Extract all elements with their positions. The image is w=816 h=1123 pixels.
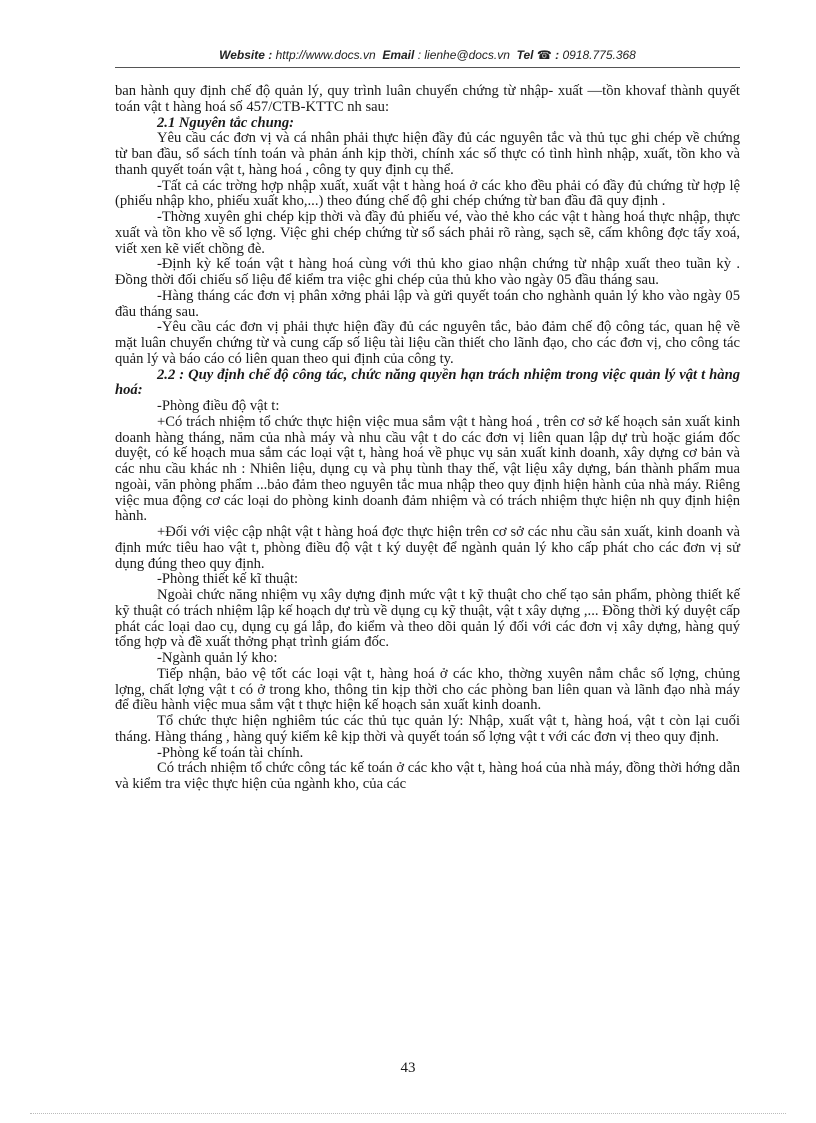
- page-number: 43: [400, 1060, 416, 1076]
- subheading-warehouse: -Ngành quản lý kho:: [157, 650, 278, 666]
- header-rule: [115, 67, 740, 68]
- footer-rule: [30, 1113, 786, 1114]
- subheading-accounting-dept: -Phòng kế toán tài chính.: [157, 744, 304, 761]
- section-heading-2-2: 2.2 : Quy định chế độ công tác, chức năng quyền hạn trách nhiệm trong việc quản lý vật t hàng hoá:: [115, 366, 740, 399]
- paragraph-dispatch-updating: +Đối với việc cập nhật vật t hàng hoá đợc thực hiện trên cơ sở các nhu cầu sản xuất, kinh doanh và định mức tiêu hao vật t, phòng điều độ vật t ký duyệt để ngành quản lý kho cấp phát cho các đơn vị sử dụng đúng theo quy định.: [115, 524, 740, 572]
- paragraph-rule-periodic: -Định kỳ kế toán vật t hàng hoá cùng với thủ kho giao nhận chứng từ nhập xuất theo tuần kỳ . Đồng thời đối chiếu số liệu để kiểm tra việc ghi chép của thủ kho vào ngày 05 đầu tháng sau.: [115, 256, 740, 288]
- tel-value: 0918.775.368: [562, 48, 636, 62]
- paragraph-rule-recording: -Thờng xuyên ghi chép kịp thời và đầy đủ phiếu vé, vào thẻ kho các vật t hàng hoá thực nhập, thực xuất và tồn kho về số lợng. Việc ghi chép chứng từ sổ sách phải rõ ràng, sạch sẽ, cấm không đợc tẩy xoá, viết xen kẽ viết chồng đè.: [115, 209, 740, 257]
- paragraph-intro-continued: ban hành quy định chế độ quản lý, quy trình luân chuyển chứng từ nhập- xuất —tồn khovaf thành quyết toán vật t hàng hoá số 457/CTB-KTTC nh sau:: [115, 83, 740, 115]
- subheading-design-dept: -Phòng thiết kế kĩ thuật:: [157, 571, 299, 588]
- page-header: [115, 40, 740, 70]
- paragraph-dispatch-purchasing: +Có trách nhiệm tổ chức thực hiện việc mua sắm vật t hàng hoá , trên cơ sở kế hoạch sản xuất kinh doanh hàng tháng, năm của nhà máy và nhu cầu vật t do các đơn vị liên quan lập dự trù hoặc giám đốc duyệt, có kế hoạch mua sắm các loại vật t, hàng hoá về phục vụ sản xuất kinh doanh, xây dựng cơ bản và các nhu cầu khác nh : Nhiên liệu, dụng cụ và phụ tùnh thay thế, vật liệu xây dựng, bán thành phẩm mua ngoài, văn phòng phẩm ...bảo đảm theo nguyên tắc mua nhập theo quy định hiện hành của nhà máy. Riêng việc mua động cơ các loại do phòng kinh doanh đảm nhiệm và có trách nhiệm thực hiện nh quy định hiện hành.: [115, 413, 740, 525]
- section-heading-2-1: 2.1 Nguyên tắc chung:: [157, 114, 295, 131]
- paragraph-warehouse-receiving: Tiếp nhận, bảo vệ tốt các loại vật t, hàng hoá ở các kho, thờng xuyên nắm chắc số lợng, chủng lợng, chất lợng vật t có ở trong kho, thông tin kịp thời cho các phòng ban liên quan và lãnh đạo nhà máy để điều hành việc mua sắm vật t thực hiện kế hoạch sản xuất kinh doanh.: [115, 665, 740, 714]
- website-value[interactable]: http://www.docs.vn: [275, 48, 376, 62]
- email-value[interactable]: : lienhe@docs.vn: [417, 48, 510, 62]
- email-label: Email: [382, 48, 415, 62]
- tel-label: Tel ☎ :: [516, 48, 560, 62]
- paragraph-rule-documents: -Tất cả các trờng hợp nhập xuất, xuất vật t hàng hoá ở các kho đều phải có đầy đủ chứng từ hợp lệ (phiếu nhập kho, phiếu xuất kho,...) theo đúng chế độ ghi chép chứng từ ban đầu đã quy định .: [115, 177, 740, 210]
- paragraph-accounting-duties: Có trách nhiệm tổ chức công tác kế toán ở các kho vật t, hàng hoá của nhà máy, đồng thời hớng dẫn và kiểm tra việc thực hiện của ngành kho, của các: [115, 760, 740, 792]
- paragraph-design-duties: Ngoài chức năng nhiệm vụ xây dựng định mức vật t kỹ thuật cho chế tạo sản phẩm, phòng thiết kế kỹ thuật có trách nhiệm lập kế hoạch dự trù về dụng cụ kỹ thuật, vật t xây dựng ,... Đồng thời ký duyệt cấp phát các loại dao cụ, dụng cụ gá lắp, đo kiểm và theo dõi quản lý đối với các đơn vị xây dựng, hàng quý tổng hợp và đề xuất thởng phạt trình giám đốc.: [115, 587, 740, 651]
- document-body: [115, 84, 740, 793]
- paragraph-general-requirements: Yêu cầu các đơn vị và cá nhân phải thực hiện đầy đủ các nguyên tắc và thủ tục ghi chép về chứng từ ban đầu, sổ sách tính toán và phản ánh kịp thời, chính xác số thực có tình hình nhập, xuất, tồn kho và thanh quyết toán vật t, hàng hoá , công ty quy định cụ thể.: [115, 130, 740, 178]
- paragraph-warehouse-procedures: Tổ chức thực hiện nghiêm túc các thủ tục quản lý: Nhập, xuất vật t, hàng hoá, vật t còn lại cuối tháng. Hàng tháng , hàng quý kiểm kê kịp thời và quyết toán số lợng vật t với các đơn vị theo quy định.: [115, 713, 740, 745]
- subheading-dispatch-dept: -Phòng điều độ vật t:: [157, 398, 280, 414]
- paragraph-rule-units: -Yêu cầu các đơn vị phải thực hiện đầy đủ các nguyên tắc, bảo đảm chế độ công tác, quan hệ về mặt luân chuyển chứng từ và cung cấp số liệu tài liệu cần thiết cho lãnh đạo, cho các đơn vị, cho công tác quản lý và báo cáo có liên quan theo qui định của công ty.: [115, 319, 740, 367]
- website-label: Website :: [219, 48, 273, 62]
- paragraph-rule-monthly: -Hàng tháng các đơn vị phân xởng phải lập và gửi quyết toán cho nghành quản lý kho vào ngày 05 đầu tháng sau.: [115, 287, 740, 320]
